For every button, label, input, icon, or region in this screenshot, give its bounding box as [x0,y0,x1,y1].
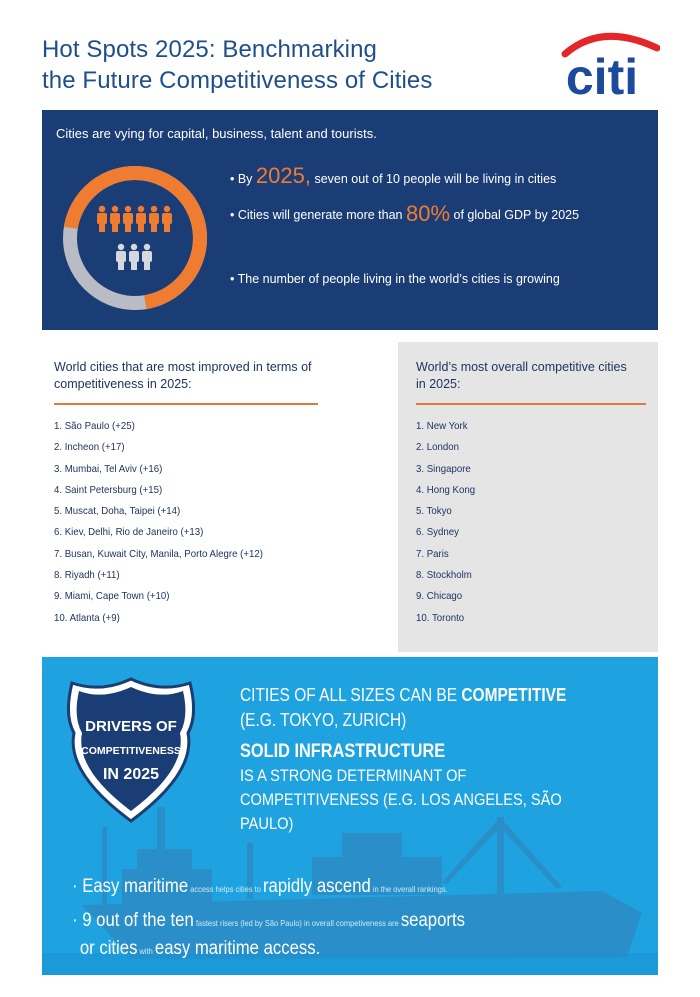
list-item: 6. Sydney [416,526,459,539]
list-item: 6. Kiev, Delhi, Rio de Janeiro (+13) [54,526,204,539]
list-item: 2. Incheon (+17) [54,441,125,454]
list-item: 4. Saint Petersburg (+15) [54,483,163,496]
hero-intro: Cities are vying for capital, business, talent and tourists. [56,126,377,141]
list-item: 2. London [416,441,459,454]
bullet-growing: • The number of people living in the world’s cities is growing [230,272,560,286]
person-figure [116,244,126,270]
shield-line-2: COMPETITIVENESS [81,745,181,757]
shield-line-1: DRIVERS OF [85,718,177,735]
maritime-bullet-2: · 9 out of the ten fastest risers (led by São Paulo) in overall competiveness are seaports or cities with easy maritime access. [72,910,465,959]
most-competitive-heading: World’s most overall competitive cities in 2025: [416,360,627,391]
person-figure [123,206,133,232]
maritime-bullet-1: · Easy maritime access helps cities to rapidly ascend in the overall rankings. [72,876,448,897]
bullet-2025: • By 2025, seven out of 10 people will be living in cities [230,163,557,188]
drivers-shield [66,675,196,825]
most-competitive-list [416,416,480,629]
bullet-gdp: • Cities will generate more than 80% of global GDP by 2025 [230,201,580,226]
citi-logo [545,28,660,100]
person-figure [110,206,120,232]
list-item: 5. Muscat, Doha, Taipei (+14) [54,505,181,518]
driver-infrastructure-detail: IS A STRONG DETERMINANT OF COMPETITIVENESS (E.G. LOS ANGELES, SÃO PAULO) [240,766,562,833]
list-item: 3. Mumbai, Tel Aviv (+16) [54,462,163,475]
person-figure [136,206,146,232]
drivers-panel [42,657,658,975]
list-item: 7. Paris [416,547,449,560]
people-icon [55,158,215,318]
driver-infrastructure: SOLID INFRASTRUCTURE [240,741,446,762]
person-figure [97,206,107,232]
list-item: 8. Riyadh (+11) [54,569,120,582]
shield-line-3: IN 2025 [102,766,160,783]
driver-example-1: (E.G. TOKYO, ZURICH) [240,710,407,730]
highlight-2025: 2025, [255,163,311,188]
driver-competitive: CITIES OF ALL SIZES CAN BE COMPETITIVE [240,685,567,705]
list-item: 9. Chicago [416,590,463,603]
list-item: 8. Stockholm [416,569,472,582]
list-item: 3. Singapore [416,462,471,475]
most-improved-section [42,342,340,642]
competitive-emphasis: COMPETITIVE [461,685,567,705]
person-figure [162,206,172,232]
list-item: 1. New York [416,420,468,432]
list-item: 4. Hong Kong [416,483,476,496]
title-line-1: Hot Spots 2025: Benchmarking [42,36,377,63]
person-figure [142,244,152,270]
most-competitive-section [398,342,658,652]
divider [416,403,646,405]
person-figure [149,206,159,232]
title-line-2: the Future Competitiveness of Cities [42,67,433,94]
most-improved-list [54,416,281,629]
logo-text: citi [565,49,639,100]
divider [54,403,318,405]
list-item: 5. Tokyo [416,505,452,518]
drivers-headline [240,683,593,836]
page-title [42,34,432,96]
list-item: 10. Toronto [416,611,465,624]
list-item: 9. Miami, Cape Town (+10) [54,590,170,603]
list-item: 10. Atlanta (+9) [54,611,120,624]
list-item: 1. São Paulo (+25) [54,420,135,432]
person-figure [129,244,139,270]
list-item: 7. Busan, Kuwait City, Manila, Porto Alegre (+12) [54,547,263,560]
highlight-80-percent: 80% [405,201,451,226]
hero-panel [42,110,658,330]
most-improved-heading: World cities that are most improved in terms of competitiveness in 2025: [54,360,312,391]
